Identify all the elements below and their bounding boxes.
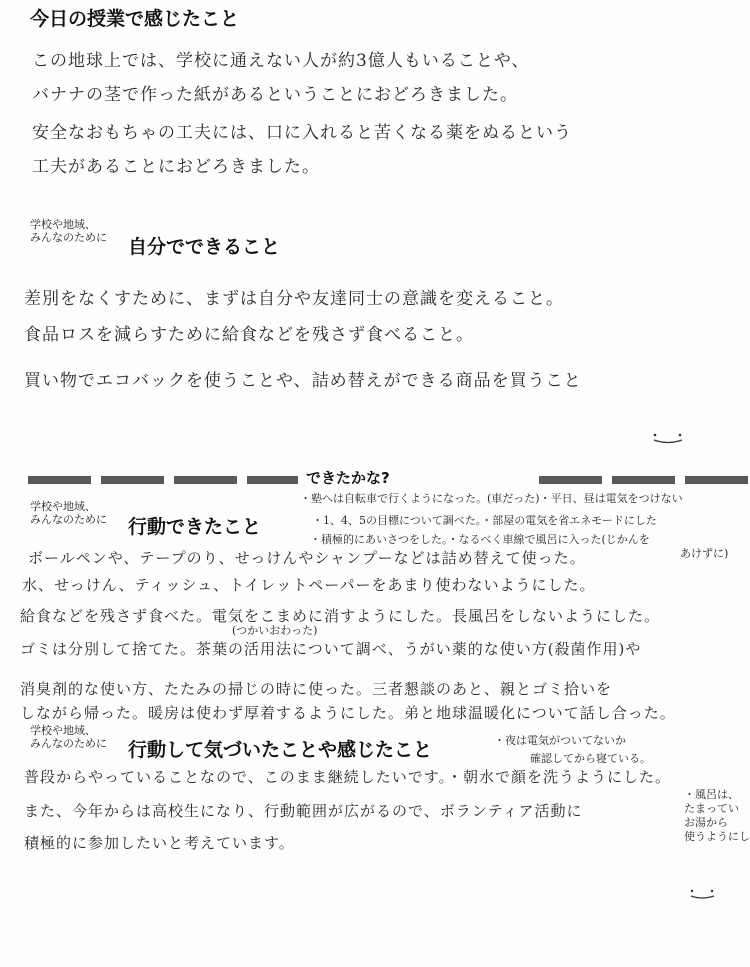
margin-note-line: 使うようにし [684,830,750,843]
smiley-mark-icon [650,430,686,446]
section2-line: 食品ロスを減らすために給食などを残さず食べること。 [24,325,474,345]
margin-note-line: お湯から [684,816,728,829]
section4-line: また、今年からは高校生になり、行動範囲が広がるので、ボランティア活動に [24,802,583,820]
section2-label-line2: みんなのために [30,231,107,244]
section4-line: 普段からやっていることなので、このまま継続したいです。・朝水で顔を洗うようにした。 [24,768,672,786]
section3-side-note: ・1、4、5の目標について調べた。・部屋の電気を省エネモードにした [312,514,657,527]
margin-note-line: たまってい [684,802,739,815]
section3-line: しながら帰った。暖房は使わず厚着するようにした。弟と地球温暖化について話し合った。 [20,704,676,722]
section4-label [30,724,107,750]
section3-line: 消臭剤的な使い方、たたみの掃じの時に使った。三者懇談のあと、親とゴミ拾いを [20,680,613,698]
section3-title: 行動できたこと [128,516,262,538]
section4-label-line1: 学校や地域、 [30,724,96,737]
section3-line: ボールペンや、テープのり、せっけんやシャンプーなどは詰め替えて使った。 [28,549,586,567]
section2-line: 差別をなくすために、まずは自分や友達同士の意識を変えること。 [24,289,564,309]
banner-dekitakana: できたかな? [298,466,398,489]
section3-line: 水、せっけん、ティッシュ、トイレットペーパーをあまり使わないようにした。 [22,576,596,594]
section2-label-line1: 学校や地域、 [30,218,96,231]
section3-label-line2: みんなのために [30,513,107,526]
section1-line: 安全なおもちゃの工夫には、口に入れると苦くなる薬をぬるという [32,123,572,143]
section4-margin-note [684,788,750,844]
section3-side-note: ・塾へは自転車で行くようになった。(車だった)・平日、昼は電気をつけない [300,492,683,505]
section3-side-note: ・積極的にあいさつをした。・なるべく車線で風呂に入った(じかんを [310,533,650,546]
section1-line: 工夫があることにおどろきました。 [32,157,320,177]
section3-label [30,500,107,526]
section2-label [30,218,107,244]
section3-label-line1: 学校や地域、 [30,500,96,513]
section4-line: 積極的に参加したいと考えています。 [24,834,295,852]
section1-line: この地球上では、学校に通えない人が約3億人もいることや、 [32,51,530,71]
section3-line: 給食などを残さず食べた。電気をこまめに消すようにした。長風呂をしないようにした。 [20,607,661,625]
section1-line: バナナの茎で作った紙があるということにおどろきました。 [32,85,518,105]
section3-side-note: あけずに) [680,547,729,560]
section4-side-note: 確認してから寝ている。 [530,752,651,765]
section4-label-line2: みんなのために [30,737,107,750]
margin-note-line: ・風呂は、 [684,788,739,801]
section3-line: ゴミは分別して捨てた。茶葉の活用法について調べ、うがい薬的な使い方(殺菌作用)や [20,640,642,658]
smiley-mark-icon [688,886,718,902]
section3-annotation: (つかいおわった) [232,624,318,637]
section2-title: 自分でできること [128,236,281,258]
section1-title: 今日の授業で感じたこと [30,8,240,30]
section4-side-note: ・夜は電気がついてないか [494,734,626,747]
section4-title: 行動して気づいたことや感じたこと [128,739,433,761]
section2-line: 買い物でエコバックを使うことや、詰め替えができる商品を買うこと [24,371,582,391]
